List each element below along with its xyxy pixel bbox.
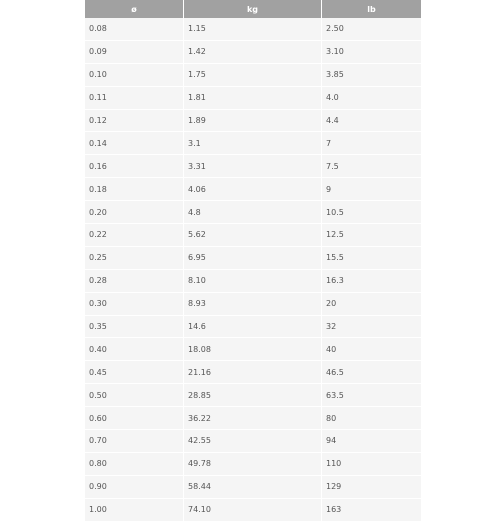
- cell-lb: 4.0: [322, 87, 421, 110]
- cell-diameter: 0.60: [85, 407, 184, 430]
- cell-lb: 4.4: [322, 110, 421, 133]
- cell-lb: 7.5: [322, 155, 421, 178]
- cell-kg: 28.85: [184, 384, 322, 407]
- cell-kg: 5.62: [184, 224, 322, 247]
- cell-lb: 16.3: [322, 270, 421, 293]
- cell-lb: 7: [322, 132, 421, 155]
- cell-kg: 3.31: [184, 155, 322, 178]
- table-row: [85, 87, 421, 110]
- cell-lb: 110: [322, 453, 421, 476]
- cell-kg: 8.10: [184, 270, 322, 293]
- cell-kg: 42.55: [184, 430, 322, 453]
- cell-kg: 18.08: [184, 338, 322, 361]
- cell-diameter: 1.00: [85, 499, 184, 522]
- table-row: [85, 155, 421, 178]
- cell-diameter: 0.90: [85, 476, 184, 499]
- table-row: [85, 224, 421, 247]
- cell-kg: 49.78: [184, 453, 322, 476]
- cell-kg: 8.93: [184, 293, 322, 316]
- cell-diameter: 0.08: [85, 18, 184, 41]
- cell-lb: 80: [322, 407, 421, 430]
- cell-kg: 6.95: [184, 247, 322, 270]
- cell-diameter: 0.40: [85, 338, 184, 361]
- cell-diameter: 0.22: [85, 224, 184, 247]
- table-row: [85, 18, 421, 41]
- cell-lb: 3.85: [322, 64, 421, 87]
- cell-kg: 36.22: [184, 407, 322, 430]
- line-strength-table-container: [85, 0, 421, 522]
- cell-lb: 94: [322, 430, 421, 453]
- table-row: [85, 453, 421, 476]
- cell-kg: 14.6: [184, 316, 322, 339]
- cell-kg: 1.75: [184, 64, 322, 87]
- cell-lb: 40: [322, 338, 421, 361]
- cell-lb: 129: [322, 476, 421, 499]
- cell-lb: 3.10: [322, 41, 421, 64]
- cell-kg: 4.06: [184, 178, 322, 201]
- cell-lb: 20: [322, 293, 421, 316]
- cell-kg: 1.42: [184, 41, 322, 64]
- cell-diameter: 0.12: [85, 110, 184, 133]
- table-header: [85, 0, 421, 18]
- cell-diameter: 0.35: [85, 316, 184, 339]
- table-row: [85, 270, 421, 293]
- cell-diameter: 0.70: [85, 430, 184, 453]
- cell-lb: 9: [322, 178, 421, 201]
- table-row: [85, 476, 421, 499]
- cell-kg: 1.81: [184, 87, 322, 110]
- cell-diameter: 0.10: [85, 64, 184, 87]
- cell-diameter: 0.45: [85, 361, 184, 384]
- cell-diameter: 0.18: [85, 178, 184, 201]
- cell-lb: 12.5: [322, 224, 421, 247]
- table-row: [85, 499, 421, 522]
- table-row: [85, 41, 421, 64]
- cell-diameter: 0.28: [85, 270, 184, 293]
- cell-kg: 1.89: [184, 110, 322, 133]
- table-row: [85, 293, 421, 316]
- cell-kg: 58.44: [184, 476, 322, 499]
- cell-diameter: 0.30: [85, 293, 184, 316]
- table-row: [85, 110, 421, 133]
- cell-diameter: 0.09: [85, 41, 184, 64]
- header-lb: lb: [322, 0, 421, 18]
- header-diameter: ø: [85, 0, 184, 18]
- cell-kg: 1.15: [184, 18, 322, 41]
- cell-kg: 4.8: [184, 201, 322, 224]
- line-strength-table: [85, 0, 421, 522]
- cell-diameter: 0.20: [85, 201, 184, 224]
- table-row: [85, 407, 421, 430]
- header-kg: kg: [184, 0, 322, 18]
- table-row: [85, 316, 421, 339]
- cell-lb: 163: [322, 499, 421, 522]
- table-row: [85, 384, 421, 407]
- cell-diameter: 0.25: [85, 247, 184, 270]
- table-row: [85, 178, 421, 201]
- cell-kg: 74.10: [184, 499, 322, 522]
- table-body: [85, 18, 421, 522]
- cell-kg: 21.16: [184, 361, 322, 384]
- cell-diameter: 0.16: [85, 155, 184, 178]
- cell-lb: 10.5: [322, 201, 421, 224]
- cell-lb: 32: [322, 316, 421, 339]
- cell-diameter: 0.50: [85, 384, 184, 407]
- cell-lb: 2.50: [322, 18, 421, 41]
- table-row: [85, 201, 421, 224]
- cell-kg: 3.1: [184, 132, 322, 155]
- cell-lb: 15.5: [322, 247, 421, 270]
- cell-diameter: 0.14: [85, 132, 184, 155]
- header-row: [85, 0, 421, 18]
- table-row: [85, 247, 421, 270]
- cell-lb: 46.5: [322, 361, 421, 384]
- cell-lb: 63.5: [322, 384, 421, 407]
- cell-diameter: 0.80: [85, 453, 184, 476]
- table-row: [85, 132, 421, 155]
- table-row: [85, 430, 421, 453]
- table-row: [85, 338, 421, 361]
- table-row: [85, 361, 421, 384]
- cell-diameter: 0.11: [85, 87, 184, 110]
- table-row: [85, 64, 421, 87]
